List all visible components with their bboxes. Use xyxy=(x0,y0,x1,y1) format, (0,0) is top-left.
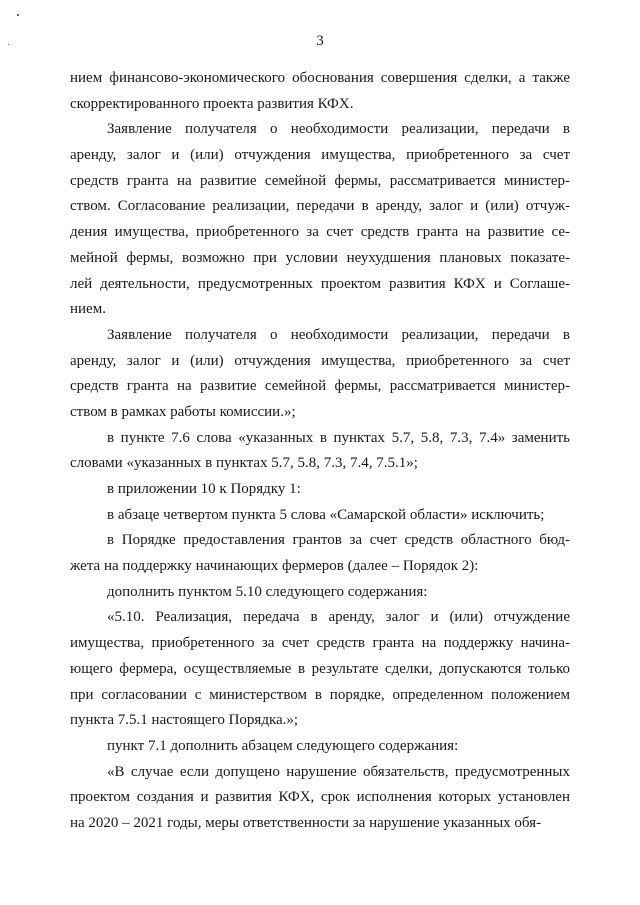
paragraph xyxy=(70,426,570,477)
paragraph xyxy=(70,734,570,760)
text-line: Заявление получателя о необходимости реализации, передачи в xyxy=(107,121,570,138)
paragraph xyxy=(70,580,570,606)
text-line: в абзаце четвертом пункта 5 слова «Самарской области» исключить; xyxy=(107,506,545,523)
scan-speck xyxy=(17,14,19,16)
text-line: средств гранта на развитие семейной фермы, рассматривается министер- xyxy=(70,378,570,395)
text-line: аренду, залог и (или) отчуждения имущества, приобретенного за счет xyxy=(70,147,570,164)
text-line: жета на поддержку начинающих фермеров (далее – Порядок 2): xyxy=(70,558,479,575)
text-line: при согласовании с министерством в порядке, определенном положением xyxy=(70,686,570,703)
paragraph xyxy=(70,760,570,837)
text-line: словами «указанных в пунктах 5.7, 5.8, 7.3, 7.4, 7.5.1»; xyxy=(70,455,418,472)
text-line: дения имущества, приобретенного за счет средств гранта на развитие се- xyxy=(70,224,570,241)
text-line: ющего фермера, осуществляемые в результате сделки, допускаются только xyxy=(70,660,570,677)
text-line: пункт 7.1 дополнить абзацем следующего содержания: xyxy=(107,737,459,754)
page-number: 3 xyxy=(316,33,324,49)
text-line: средств гранта на развитие семейной фермы, рассматривается министер- xyxy=(70,172,570,189)
paragraph xyxy=(70,323,570,426)
text-line: лей деятельности, предусмотренных проектом развития КФХ и Соглаше- xyxy=(70,275,570,292)
paragraph xyxy=(70,605,570,733)
paragraph xyxy=(70,528,570,579)
paragraph xyxy=(70,503,570,529)
scan-speck xyxy=(8,44,9,45)
text-line: в Порядке предоставления грантов за счет средств областного бюд- xyxy=(107,532,570,549)
document-body xyxy=(70,66,570,837)
text-line: нием. xyxy=(70,301,106,318)
text-line: ством. Согласование реализации, передачи в аренду, залог и (или) отчуж- xyxy=(70,198,570,215)
paragraph xyxy=(70,117,570,323)
text-line: нием финансово-экономического обоснования совершения сделки, а также xyxy=(70,70,570,86)
text-line: «5.10. Реализация, передача в аренду, залог и (или) отчуждение xyxy=(107,609,570,626)
text-line: в пункте 7.6 слова «указанных в пунктах 5.7, 5.8, 7.3, 7.4» заменить xyxy=(107,429,570,446)
text-line: проектом создания и развития КФХ, срок исполнения которых установлен xyxy=(70,789,570,806)
paragraph xyxy=(70,477,570,503)
text-line: «В случае если допущено нарушение обязательств, предусмотренных xyxy=(107,763,570,780)
text-line: аренду, залог и (или) отчуждения имущества, приобретенного за счет xyxy=(70,352,570,369)
text-line: имущества, приобретенного за счет средств гранта на поддержку начина- xyxy=(70,635,570,652)
text-line: в приложении 10 к Порядку 1: xyxy=(107,481,301,497)
text-line: Заявление получателя о необходимости реализации, передачи в xyxy=(107,326,570,343)
text-line: ством в рамках работы комиссии.»; xyxy=(70,403,296,420)
text-line: мейной фермы, возможно при условии неухудшения плановых показате- xyxy=(70,249,570,266)
text-line: на 2020 – 2021 годы, меры ответственности за нарушение указанных обя- xyxy=(70,814,542,831)
paragraph xyxy=(70,66,570,117)
text-line: скорректированного проекта развития КФХ. xyxy=(70,95,354,112)
text-line: пункта 7.5.1 настоящего Порядка.»; xyxy=(70,712,299,729)
text-line: дополнить пунктом 5.10 следующего содержания: xyxy=(107,583,428,600)
